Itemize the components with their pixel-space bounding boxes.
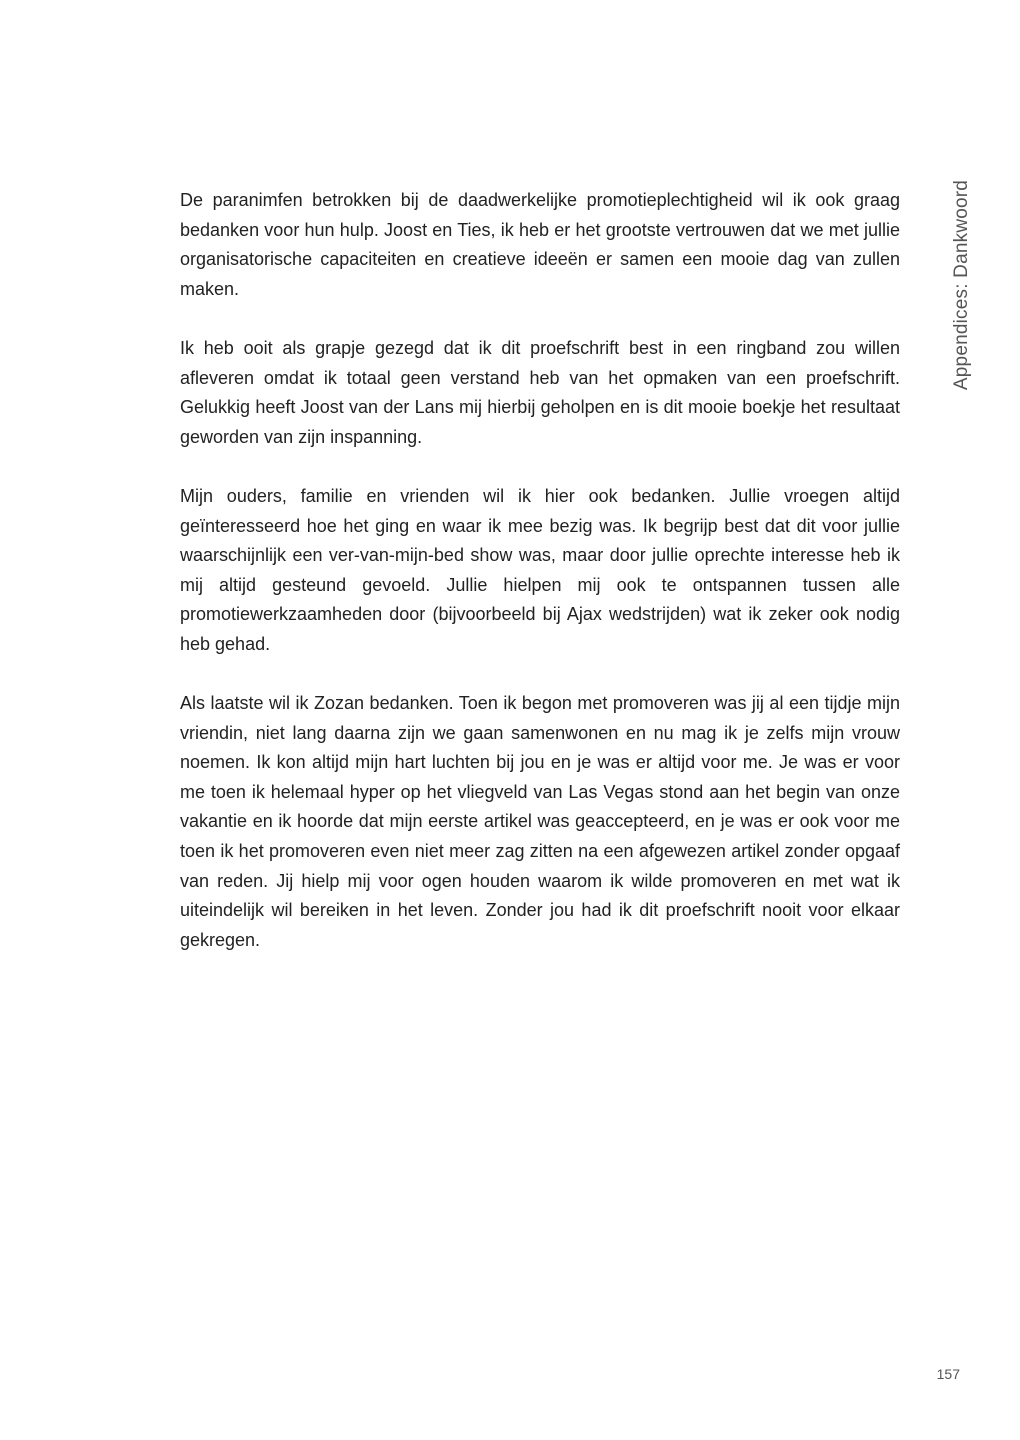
paragraph-ouders: Mijn ouders, familie en vrienden wil ik hier ook bedanken. Jullie vroegen altijd geïnteresseerd hoe het ging en waar ik mee bezig was. Ik begrijp best dat dit voor jullie waarschijnlijk een ver-van-mijn-bed show was, maar door jullie oprechte interesse heb ik mij altijd gesteund gevoeld. Jullie hielpen mij ook te ontspannen tussen alle promotiewerkzaamheden door (bijvoorbeeld bij Ajax wedstrijden) wat ik zeker ook nodig heb gehad. bbox=[180, 485, 900, 654]
paragraph-ringband: Ik heb ooit als grapje gezegd dat ik dit proefschrift best in een ringband zou willen afleveren omdat ik totaal geen verstand heb van het opmaken van een proefschrift. Gelukkig heeft Joost van der Lans mij hierbij geholpen en is dit mooie boekje het resultaat geworden van zijn inspanning. bbox=[180, 337, 900, 447]
body-text bbox=[180, 186, 900, 985]
running-header bbox=[946, 180, 978, 390]
section-label: Appendices: Dankwoord bbox=[951, 179, 972, 391]
paragraph-paranimfen: De paranimfen betrokken bij de daadwerkelijke promotieplechtigheid wil ik ook graag bedanken voor hun hulp. Joost en Ties, ik heb er het grootste vertrouwen dat we met jullie organisatorische capaciteiten en creatieve ideeën er samen een mooie dag van zullen maken. bbox=[180, 190, 900, 299]
paragraph-zozan: Als laatste wil ik Zozan bedanken. Toen ik begon met promoveren was jij al een tijdje mijn vriendin, niet lang daarna zijn we gaan samenwonen en nu mag ik je zelfs mijn vrouw noemen. Ik kon altijd mijn hart luchten bij jou en je was er altijd voor me. Je was er voor me toen ik helemaal hyper op het vliegveld van Las Vegas stond aan het begin van onze vakantie en ik hoorde dat mijn eerste artikel was geaccepteerd, en je was er ook voor me toen ik het promoveren even niet meer zag zitten na een afgewezen artikel zonder opgaaf van reden. Jij hielp mij voor ogen houden waarom ik wilde promoveren en met wat ik uiteindelijk wil bereiken in het leven. Zonder jou had ik dit proefschrift nooit voor elkaar gekregen. bbox=[180, 693, 900, 950]
page-number: 157 bbox=[936, 1366, 960, 1382]
